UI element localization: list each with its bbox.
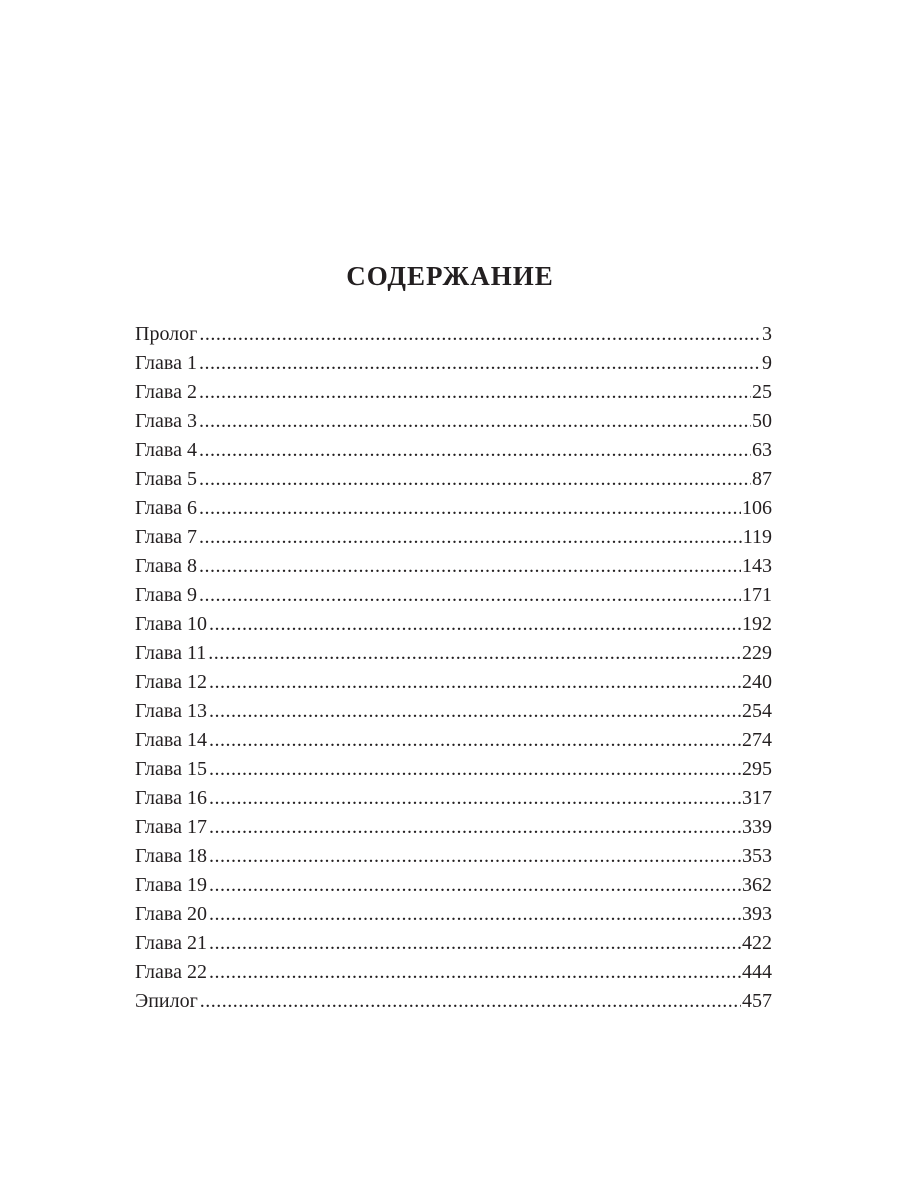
toc-entry-label: Глава 2 [135, 381, 197, 403]
toc-entry [135, 755, 772, 784]
toc-entry [135, 726, 772, 755]
dot-leader [199, 523, 742, 552]
toc-entry-label: Глава 22 [135, 961, 207, 983]
toc-entry [135, 610, 772, 639]
toc-entry-page: 317 [742, 787, 772, 809]
toc-entry-page: 87 [752, 468, 772, 490]
toc-entry [135, 987, 772, 1016]
toc-entry-page: 63 [752, 439, 772, 461]
toc-entry-page: 353 [742, 845, 772, 867]
dot-leader [209, 842, 741, 871]
dot-leader [199, 378, 751, 407]
toc-entry-page: 339 [742, 816, 772, 838]
toc-entry-page: 393 [742, 903, 772, 925]
toc-entry-page: 229 [742, 642, 772, 664]
dot-leader [208, 639, 741, 668]
toc-entry-label: Глава 21 [135, 932, 207, 954]
dot-leader [209, 697, 741, 726]
toc-entry-page: 143 [742, 555, 772, 577]
dot-leader [209, 784, 741, 813]
dot-leader [199, 349, 761, 378]
toc-entry-page: 50 [752, 410, 772, 432]
toc-entry-page: 274 [742, 729, 772, 751]
dot-leader [209, 755, 741, 784]
toc-entry [135, 842, 772, 871]
toc-entry-page: 457 [742, 990, 772, 1012]
toc-entry-page: 254 [742, 700, 772, 722]
toc-entry [135, 378, 772, 407]
toc-entry-label: Глава 12 [135, 671, 207, 693]
toc-entry [135, 407, 772, 436]
toc-entry-page: 240 [742, 671, 772, 693]
toc-entry-page: 119 [742, 526, 772, 548]
toc-entry-label: Глава 9 [135, 584, 197, 606]
dot-leader [199, 436, 751, 465]
toc-entry [135, 639, 772, 668]
dot-leader [200, 987, 741, 1016]
dot-leader [199, 407, 751, 436]
toc-entry [135, 465, 772, 494]
toc-entry-label: Глава 3 [135, 410, 197, 432]
toc-entry [135, 494, 772, 523]
toc-entry-label: Глава 4 [135, 439, 197, 461]
toc-entry-label: Глава 10 [135, 613, 207, 635]
toc-entry-page: 362 [742, 874, 772, 896]
dot-leader [209, 726, 741, 755]
toc-entry-label: Глава 19 [135, 874, 207, 896]
toc-entry-page: 25 [752, 381, 772, 403]
toc-entry [135, 871, 772, 900]
toc-entry [135, 320, 772, 349]
toc-entry-page: 9 [762, 352, 772, 374]
dot-leader [209, 813, 741, 842]
table-of-contents [135, 320, 772, 1016]
toc-entry [135, 784, 772, 813]
dot-leader [209, 958, 741, 987]
toc-entry-page: 3 [762, 323, 772, 345]
toc-entry [135, 668, 772, 697]
toc-entry-label: Глава 11 [135, 642, 207, 664]
toc-entry [135, 436, 772, 465]
toc-entry-page: 422 [742, 932, 772, 954]
toc-entry-page: 295 [742, 758, 772, 780]
toc-entry-page: 192 [742, 613, 772, 635]
toc-entry [135, 958, 772, 987]
toc-entry-page: 444 [742, 961, 772, 983]
toc-entry-label: Глава 1 [135, 352, 197, 374]
toc-entry-label: Глава 5 [135, 468, 197, 490]
toc-entry-label: Глава 7 [135, 526, 197, 548]
toc-entry-label: Глава 15 [135, 758, 207, 780]
toc-entry-label: Глава 8 [135, 555, 197, 577]
toc-entry [135, 349, 772, 378]
dot-leader [209, 900, 741, 929]
toc-entry-label: Глава 18 [135, 845, 207, 867]
dot-leader [199, 552, 741, 581]
dot-leader [209, 610, 741, 639]
toc-entry-page: 171 [742, 584, 772, 606]
toc-entry [135, 523, 772, 552]
toc-entry-label: Глава 14 [135, 729, 207, 751]
toc-entry [135, 552, 772, 581]
toc-entry-label: Глава 6 [135, 497, 197, 519]
dot-leader [199, 465, 751, 494]
toc-entry-label: Глава 13 [135, 700, 207, 722]
dot-leader [209, 668, 741, 697]
toc-entry [135, 900, 772, 929]
toc-entry [135, 697, 772, 726]
dot-leader [209, 871, 741, 900]
toc-entry-label: Пролог [135, 323, 198, 345]
toc-entry-label: Глава 16 [135, 787, 207, 809]
dot-leader [199, 581, 741, 610]
dot-leader [199, 320, 761, 349]
toc-entry-label: Глава 20 [135, 903, 207, 925]
dot-leader [209, 929, 741, 958]
toc-entry [135, 581, 772, 610]
toc-entry-label: Эпилог [135, 990, 198, 1012]
toc-entry-label: Глава 17 [135, 816, 207, 838]
toc-entry-page: 106 [742, 497, 772, 519]
page-title: СОДЕРЖАНИЕ [346, 261, 554, 291]
toc-entry [135, 813, 772, 842]
dot-leader [199, 494, 741, 523]
toc-entry [135, 929, 772, 958]
